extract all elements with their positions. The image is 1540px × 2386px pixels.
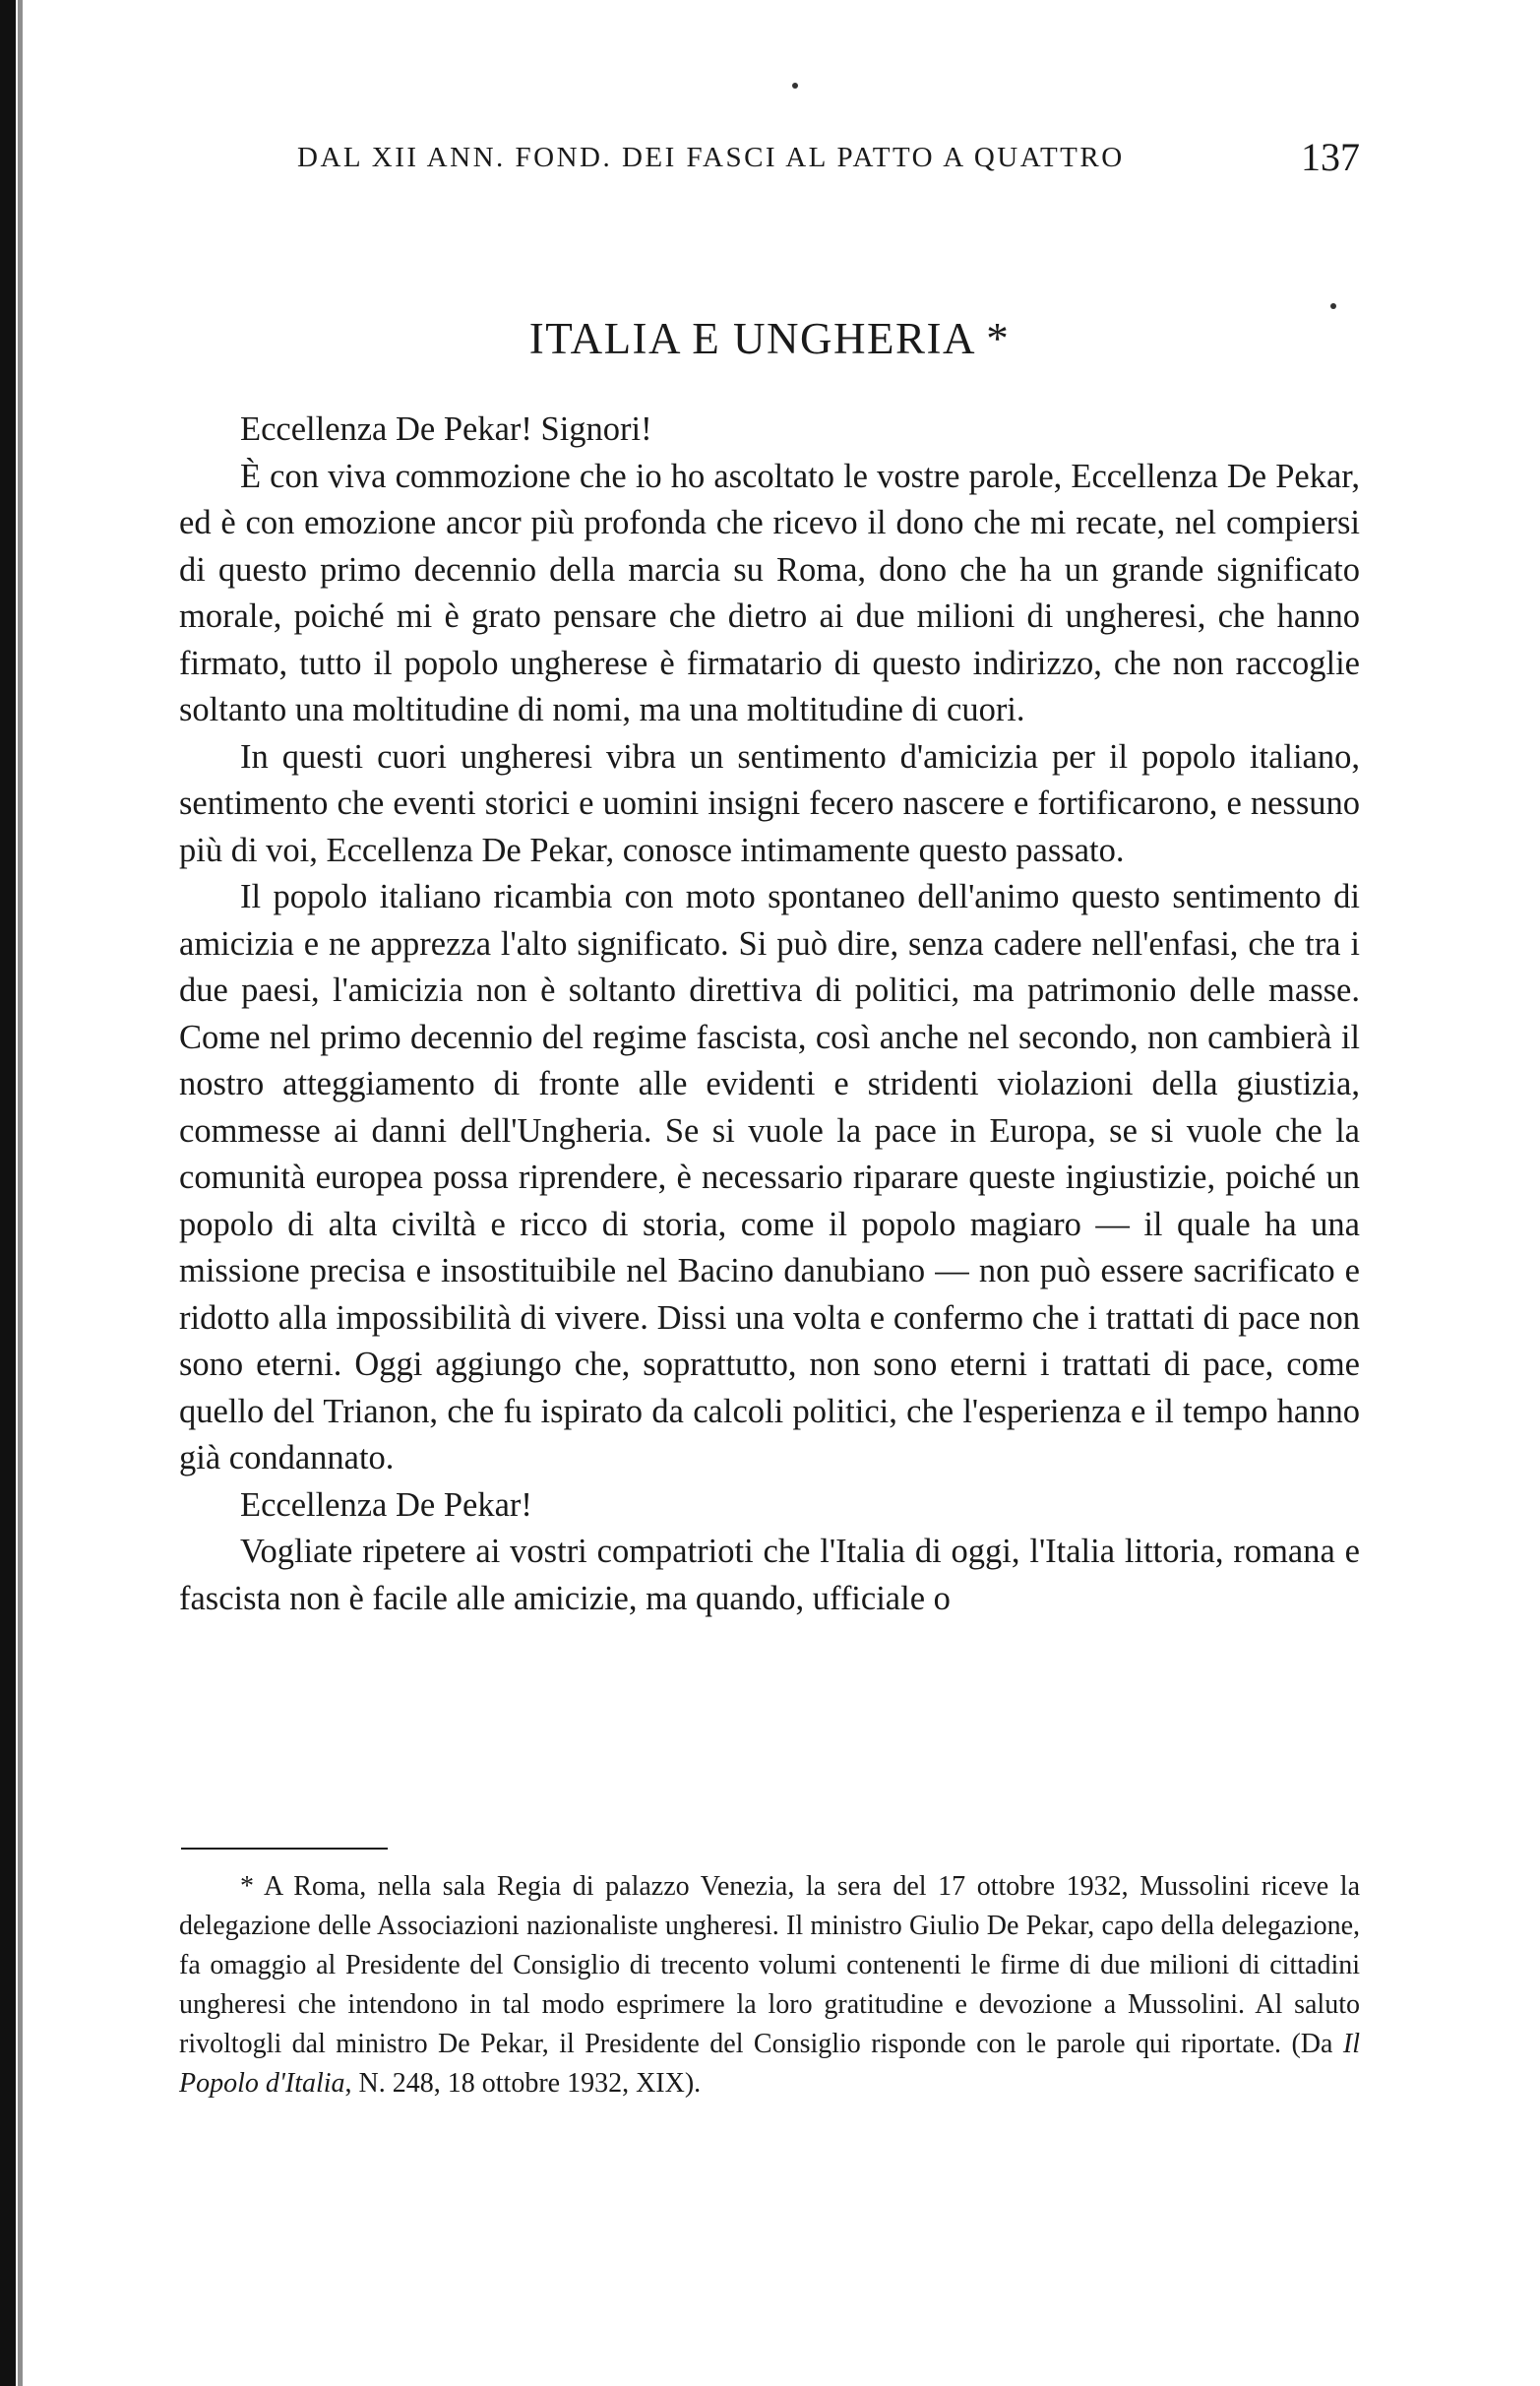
footnote (179, 1867, 1360, 2103)
running-head (179, 136, 1360, 185)
footnote-body: A Roma, nella sala Regia di palazzo Venezia, la sera del 17 ottobre 1932, Mussolini riceve la delegazione delle Associazioni nazionaliste ungheresi. Il ministro Giulio De Pekar, capo della delegazione, fa omaggio al Presidente del Consiglio di trecento volumi contenenti le firme di due milioni di cittadini ungheresi che intendono in tal modo esprimere la loro gratitudine e devozione a Mussolini. Al saluto rivoltogli dal ministro De Pekar, il Presidente del Consiglio risponde con le parole qui riportate. (Da (179, 1871, 1360, 2059)
footnote-rule (181, 1848, 388, 1850)
chapter-title: ITALIA E UNGHERIA * (528, 314, 1011, 363)
body-text (179, 407, 1360, 1622)
page-number: 137 (1301, 135, 1360, 179)
paragraph: Vogliate ripetere ai vostri compatrioti che l'Italia di oggi, l'Italia littoria, romana e fascista non è facile alle amicizie, ma quando, ufficiale o (179, 1533, 1360, 1617)
print-speck (792, 83, 798, 89)
paragraph: È con viva commozione che io ho ascoltato le vostre parole, Eccellenza De Pekar, ed è con emozione ancor più profonda che ricevo il dono che mi recate, nel compiersi di questo primo decennio della marcia su Roma, dono che ha un grande significato morale, poiché mi è grato pensare che dietro ai due milioni di ungheresi, che hanno firmato, tutto il popolo ungherese è firmatario di questo indirizzo, che non raccoglie soltanto una moltitudine di nomi, ma una moltitudine di cuori. (179, 457, 1360, 728)
footnote-citation: , N. 248, 18 ottobre 1932, XIX). (344, 2068, 702, 2099)
paragraph-salutation: Eccellenza De Pekar! (240, 1485, 532, 1524)
footnote-text (179, 1867, 1360, 2103)
footnote-source-title: Il Popolo d'Italia (179, 2029, 1360, 2099)
footnote-marker: * (240, 1871, 254, 1902)
running-title: DAL XII ANN. FOND. DEI FASCI AL PATTO A QUATTRO (297, 142, 1125, 173)
book-spine-shadow (18, 0, 23, 2386)
paragraph: Il popolo italiano ricambia con moto spontaneo dell'animo questo sentimento di amicizia e ne apprezza l'alto significato. Si può dire, senza cadere nell'enfasi, che tra i due paesi, l'amicizia non è soltanto direttiva di politici, ma patrimonio delle masse. Come nel primo decennio del regime fascista, così anche nel secondo, non cambierà il nostro atteggiamento di fronte alle evidenti e stridenti violazioni della giustizia, commesse ai danni dell'Ungheria. Se si vuole la pace in Europa, se si vuole che la comunità europea possa riprendere, è necessario riparare queste ingiustizie, poiché un popolo di alta civiltà e ricco di storia, come il popolo magiaro — il quale ha una missione precisa e insostituibile nel Bacino danubiano — non può essere sacrificato e ridotto alla impossibilità di vivere. Dissi una volta e confermo che i trattati di pace non sono eterni. Oggi aggiungo che, soprattutto, non sono eterni i trattati di pace, come quello del Trianon, che fu ispirato da calcoli politici, che l'esperienza e il tempo hanno già condannato. (179, 878, 1360, 1476)
paragraph-salutation: Eccellenza De Pekar! Signori! (240, 410, 652, 448)
print-speck (1330, 303, 1336, 309)
book-spine-edge (0, 0, 16, 2386)
paragraph: In questi cuori ungheresi vibra un sentimento d'amicizia per il popolo italiano, sentimento che eventi storici e uomini insigni fecero nascere e fortificarono, e nessuno più di voi, Eccellenza De Pekar, conosce intimamente questo passato. (179, 737, 1360, 869)
